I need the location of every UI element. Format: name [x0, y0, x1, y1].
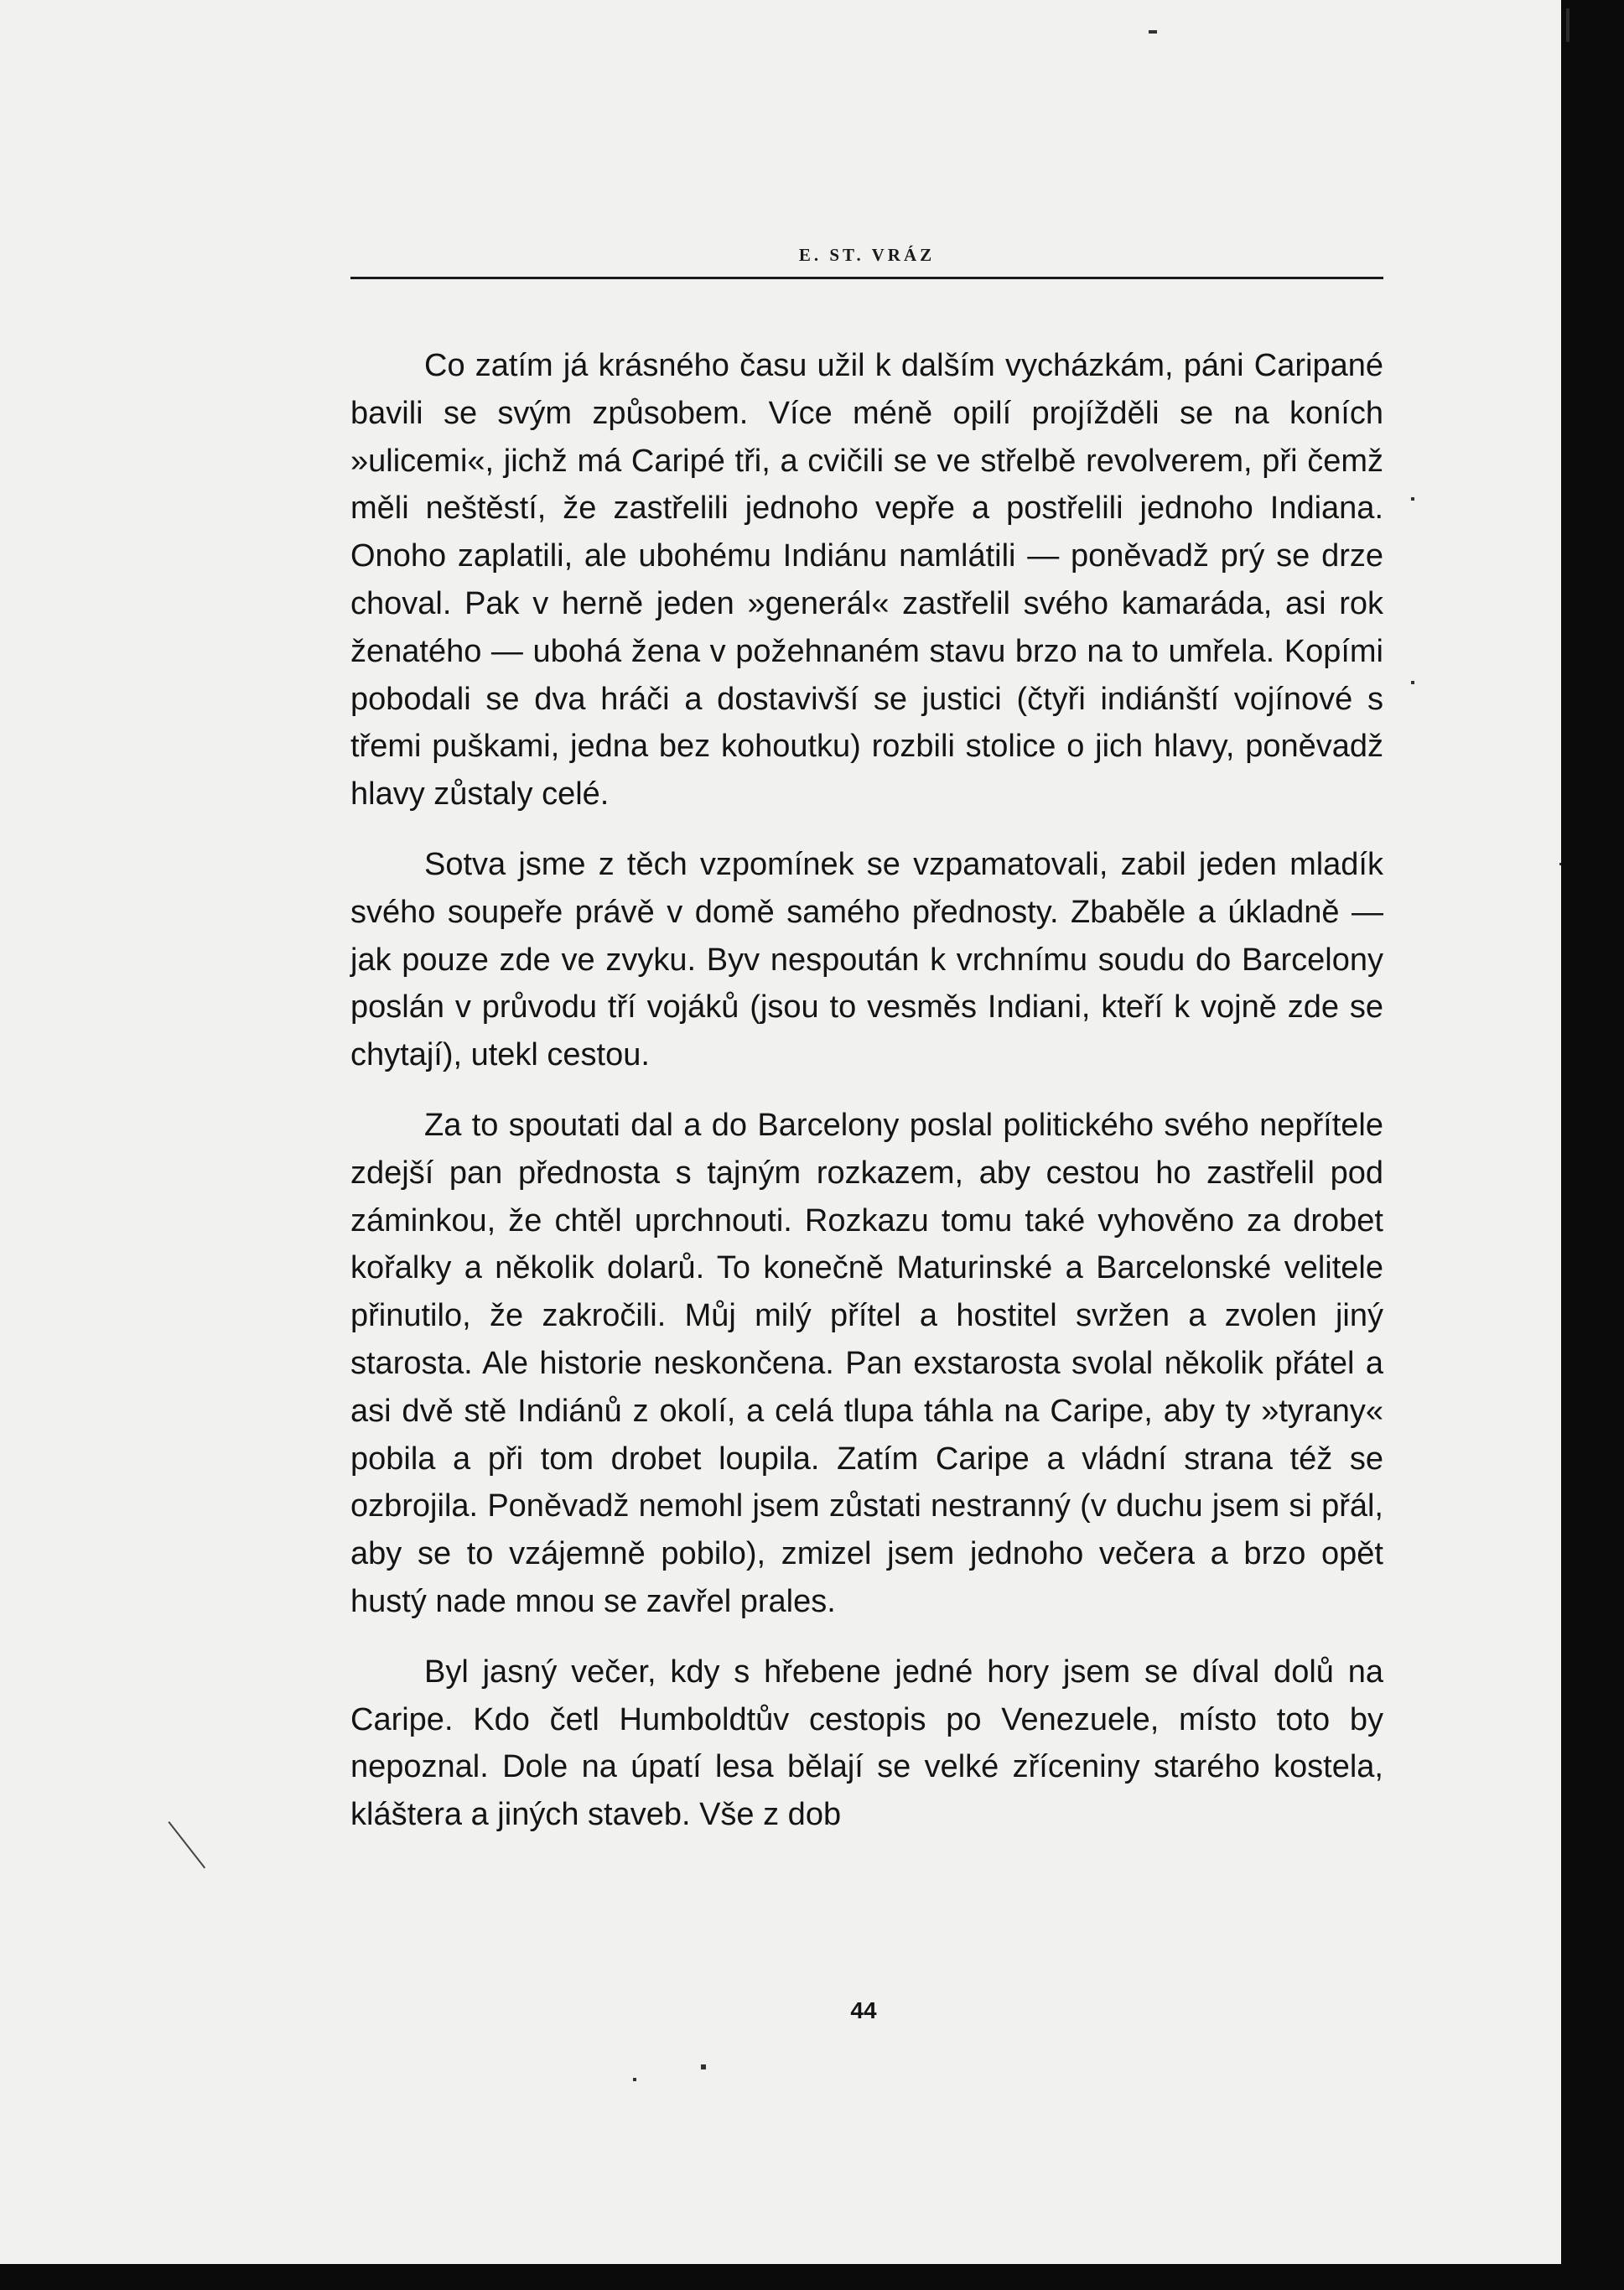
scan-speck: [1411, 681, 1414, 684]
page-number: 44: [850, 1997, 877, 2023]
scan-speck: [701, 2064, 706, 2069]
paragraph-2: Sotva jsme z těch vzpomínek se vzpamatovali, zabil jeden mladík svého soupeře právě v domě samého přednosty. Zbaběle a úkladně — jak pouze zde ve zvyku. Byv nespoután k vrchnímu soudu do Barcelony poslán v průvodu tří vojáků (jsou to vesměs Indiani, kteří k vojně zde se chytají), utekl cestou.: [350, 846, 1383, 1073]
body-text: [350, 342, 1383, 1862]
scan-speck: [633, 2078, 636, 2081]
paragraph-1: Co zatím já krásného času užil k dalším vycházkám, páni Caripané bavili se svým způsobem. Více méně opilí projížděli se na koních »ulicemi«, jichž má Caripé tři, a cvičili se ve střelbě revolverem, při čemž měli neštěstí, že zastřelili jednoho vepře a postřelili jednoho Indiana. Onoho zaplatili, ale ubohému Indiánu namlátili — poněvadž prý se drze choval. Pak v herně jeden »generál« zastřelil svého kamaráda, asi rok ženatého — ubohá žena v požehnaném stavu brzo na to umřela. Kopími pobodali se dva hráči a dostavivší se justici (čtyři indiánští vojínové s třemi puškami, jedna bez kohoutku) rozbili stolice o jich hlavy, poněvadž hlavy zůstaly celé.: [350, 348, 1383, 813]
scan-pen-mark: [168, 1821, 205, 1868]
paragraph-4: Byl jasný večer, kdy s hřebene jedné hory jsem se díval dolů na Caripe. Kdo četl Humboldtův cestopis po Venezuele, místo toto by nepoznal. Dole na úpatí lesa bělají se velké zříceniny starého kostela, kláštera a jiných staveb. Vše z dob: [350, 1654, 1383, 1833]
scan-speck: [1411, 497, 1414, 501]
paragraph-3: Za to spoutati dal a do Barcelony poslal politického svého nepřítele zdejší pan přednosta s tajným rozkazem, aby cestou ho zastřelil pod záminkou, že chtěl uprchnouti. Rozkazu tomu také vyhověno za drobet kořalky a několik dolarů. To konečně Maturinské a Barcelonské velitele přinutilo, že zakročili. Můj milý přítel a hostitel svržen a zvolen jiný starosta. Ale historie neskončena. Pan exstarosta svolal několik přátel a asi dvě stě Indiánů z okolí, a celá tlupa táhla na Caripe, aby ty »tyrany« pobila a při tom drobet loupila. Zatím Caripe a vládní strana též se ozbrojila. Poněvadž nemohl jsem zůstati nestranný (v duchu jsem si přál, aby se to vzájemně pobilo), zmizel jsem jednoho večera a brzo opět hustý nade mnou se zavřel prales.: [350, 1107, 1383, 1619]
scan-speck: [1149, 30, 1157, 34]
running-header: [350, 243, 1383, 279]
page-edge-shadow: [1561, 0, 1624, 2290]
running-title: E. ST. VRÁZ: [798, 245, 936, 265]
page-edge-line: [1566, 8, 1570, 42]
